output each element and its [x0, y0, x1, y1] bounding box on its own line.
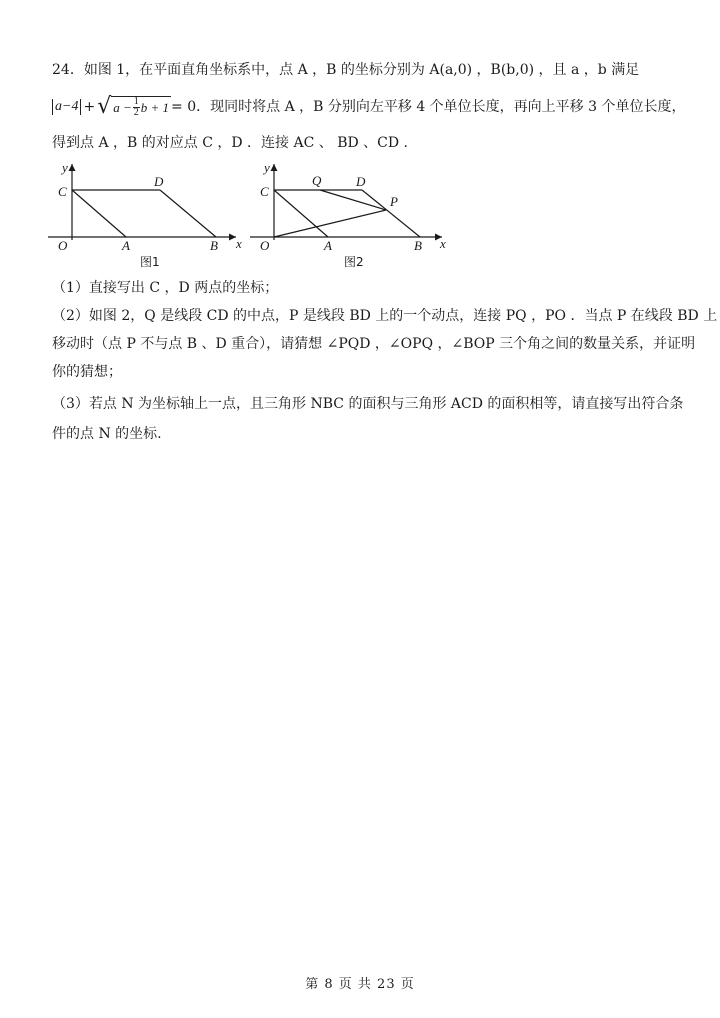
label-P: P: [390, 194, 398, 209]
segment-BD: [160, 190, 216, 237]
label-C: C: [58, 184, 67, 199]
segment-PO: [274, 210, 386, 237]
fraction-denominator: 2: [133, 107, 139, 118]
label-y: y: [62, 160, 68, 175]
label-C: C: [260, 184, 269, 199]
question-2-line-2: 移动时（点 P 不与点 B 、D 重合），请猜想 ∠PQD ，∠OPQ ，∠BOP 三个角之间的数量关系，并证明: [52, 336, 696, 352]
label-O: O: [58, 238, 68, 253]
question-1: （1）直接写出 C ，D 两点的坐标；: [52, 280, 279, 296]
figure-1-diagram: [48, 158, 253, 270]
fraction-one-half: [133, 97, 140, 118]
question-2-line-1: （2）如图 2，Q 是线段 CD 的中点，P 是线段 BD 上的一个动点，连接 PQ ，PO ．当点 P 在线段 BD 上: [52, 308, 718, 324]
label-O: O: [260, 238, 270, 253]
radical-icon: √: [97, 94, 112, 119]
label-B: B: [414, 238, 422, 253]
absolute-value-expression: a−4: [52, 99, 81, 115]
segment-AC: [72, 190, 126, 237]
problem-line-1: 24．如图 1，在平面直角坐标系中，点 A ，B 的坐标分别为 A(a,0) ，B(b,0) ，且 a ，b 满足: [52, 62, 640, 78]
problem-line-2-text: ．现同时将点 A ，B 分别向左平移 4 个单位长度，再向上平移 3 个单位长度，: [196, 99, 686, 115]
label-D: D: [356, 174, 366, 189]
square-root-expression: [97, 96, 171, 118]
page-number-footer: 第 8 页 共 23 页: [305, 977, 415, 992]
question-3-line-1: （3）若点 N 为坐标轴上一点，且三角形 NBC 的面积与三角形 ACD 的面积相等，请直接写出符合条: [52, 396, 684, 412]
segment-PQ: [320, 190, 386, 210]
figure-1-caption: 图1: [140, 255, 160, 269]
label-x: x: [236, 236, 242, 251]
problem-line-2: [52, 96, 686, 118]
label-B: B: [210, 238, 218, 253]
equals-zero: = 0: [171, 99, 197, 115]
fraction-numerator: 1: [133, 96, 139, 107]
radicand-suffix: b + 1: [140, 99, 170, 115]
figure-2-caption: 图2: [344, 255, 364, 269]
problem-line-3: 得到点 A ，B 的对应点 C ，D ．连接 AC 、 BD 、CD .: [52, 135, 409, 151]
label-D: D: [154, 174, 164, 189]
label-Q: Q: [312, 173, 322, 188]
figure-2-diagram: [250, 158, 455, 270]
radicand: [111, 96, 171, 118]
label-y: y: [264, 160, 270, 175]
label-A: A: [122, 238, 130, 253]
radicand-prefix: a −: [113, 99, 132, 115]
label-A: A: [324, 238, 332, 253]
label-x: x: [440, 236, 446, 251]
question-3-line-2: 件的点 N 的坐标.: [52, 426, 162, 442]
question-2-line-3: 你的猜想；: [52, 364, 122, 380]
plus-sign: +: [83, 99, 96, 115]
